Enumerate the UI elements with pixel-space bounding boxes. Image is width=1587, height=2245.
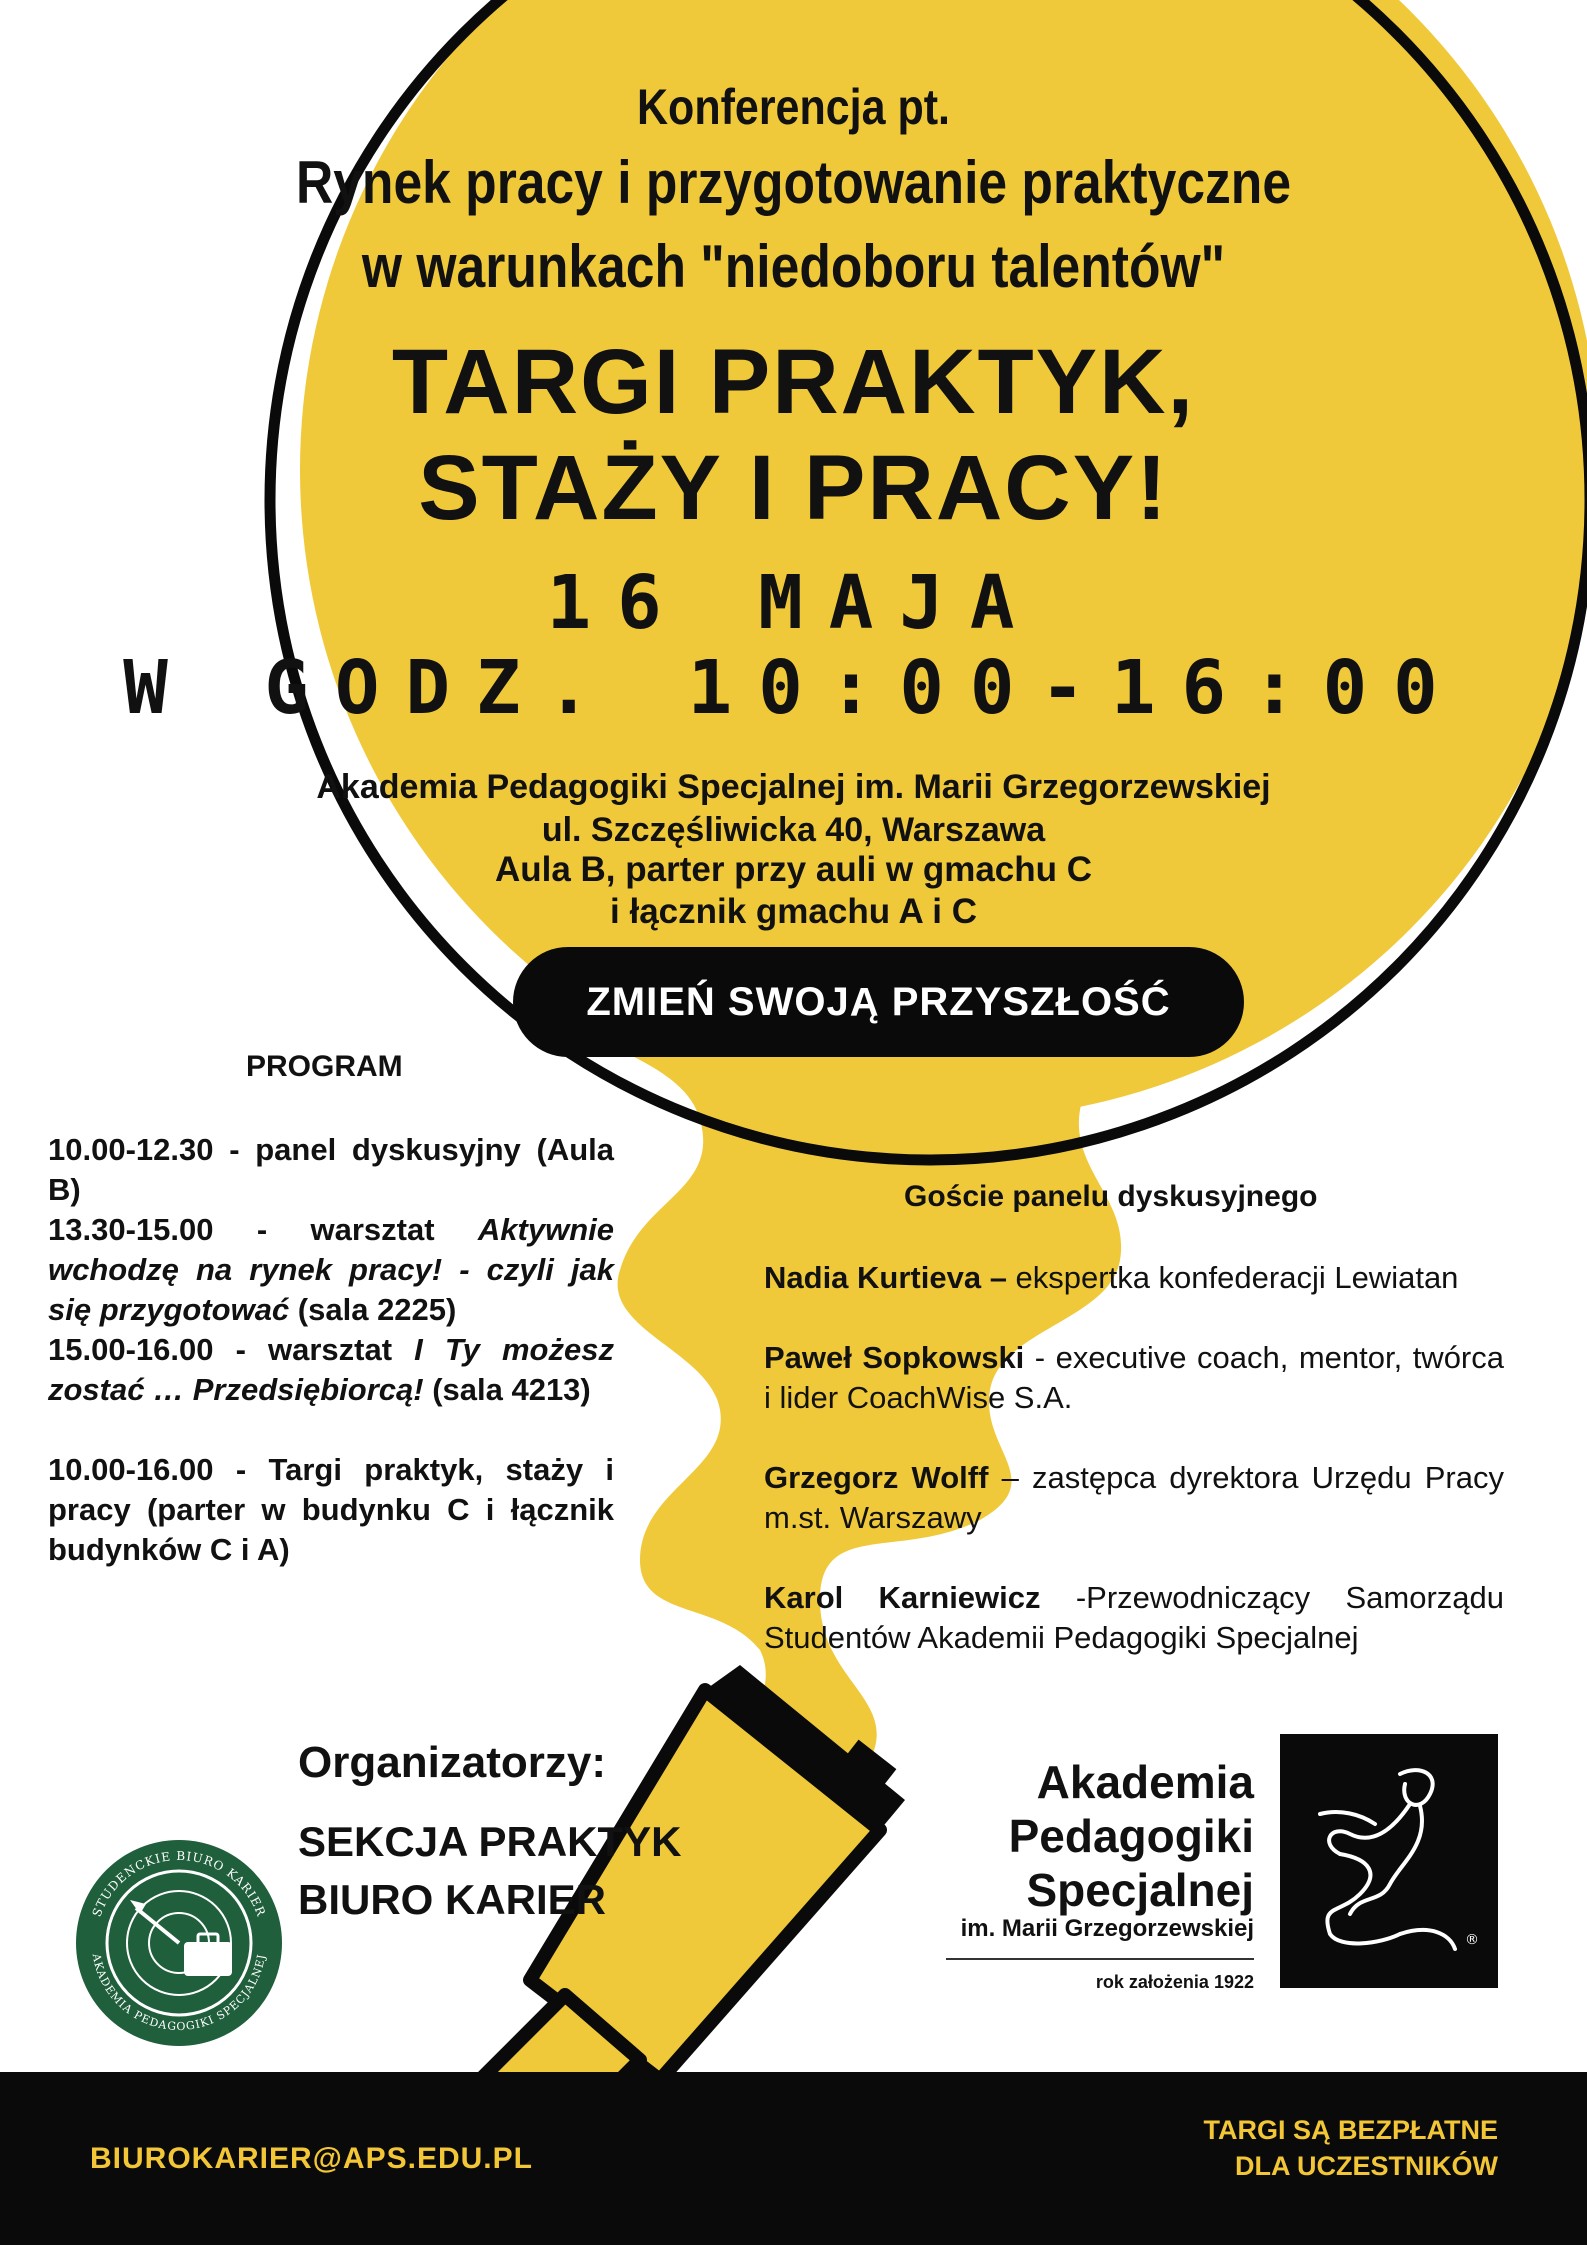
registered-mark: ®: [1465, 1932, 1479, 1948]
guest-name: Nadia Kurtieva –: [764, 1260, 1007, 1295]
guest-name: Grzegorz Wolff: [764, 1460, 989, 1495]
program-item: [48, 1330, 614, 1410]
guest-desc: – zastępca dyrektora Urzędu Pracy m.st. Warszawy: [764, 1460, 1504, 1535]
aps-name-line2: Pedagogiki: [1008, 1810, 1254, 1862]
contact-email-link[interactable]: BIUROKARIER@APS.EDU.PL: [90, 2142, 533, 2175]
program-time: 10.00-16.00: [48, 1452, 214, 1487]
fair-title-line1: TARGI PRAKTYK,: [391, 331, 1196, 433]
seal-bottom-text: AKADEMIA PEDAGOGIKI SPECJALNEJ: [89, 1952, 269, 2034]
venue-room: Aula B, parter przy auli w gmachu C: [494, 850, 1093, 889]
venue-address: ul. Szczęśliwicka 40, Warszawa: [541, 811, 1046, 849]
venue-room-connector: i łącznik gmachu A i C: [610, 892, 977, 931]
aps-emblem-logo: [1280, 1734, 1498, 1988]
program-time: 10.00-12.30: [48, 1132, 214, 1167]
organizers-title: Organizatorzy:: [298, 1738, 607, 1787]
free-entry-note-line1: TARGI SĄ BEZPŁATNE: [1203, 2115, 1498, 2145]
event-date: 16 MAJA: [546, 560, 1041, 646]
conference-title-line2: w warunkach "niedoboru talentów": [361, 233, 1226, 300]
guest-desc: - executive coach, mentor, twórca i lider CoachWise S.A.: [764, 1340, 1504, 1415]
program-room: (sala 2225): [289, 1292, 457, 1327]
program-text: - warsztat: [213, 1332, 415, 1367]
organizer-2: BIURO KARIER: [298, 1876, 607, 1923]
program-list: [48, 1130, 614, 1570]
guest-name: Karol Karniewicz: [764, 1580, 1041, 1615]
program-text: - panel dyskusyjny (Aula B): [48, 1132, 614, 1207]
venue-institution: Akademia Pedagogiki Specjalnej im. Marii Grzegorzewskiej: [316, 768, 1271, 806]
organizer-1: SEKCJA PRAKTYK: [298, 1818, 682, 1865]
program-text: - warsztat: [213, 1212, 478, 1247]
guest-desc: ekspertka konfederacji Lewiatan: [1006, 1260, 1459, 1295]
guest-item: [764, 1578, 1504, 1658]
conference-title-line1: Rynek pracy i przygotowanie praktyczne: [295, 149, 1292, 216]
aps-divider: [946, 1958, 1254, 1960]
guest-item: [764, 1258, 1504, 1298]
aps-patron: im. Marii Grzegorzewskiej: [960, 1915, 1254, 1942]
aps-name-line3: Specjalnej: [1026, 1864, 1254, 1916]
guest-name: Paweł Sopkowski: [764, 1340, 1025, 1375]
seal-top-text: STUDENCKIE BIURO KARIER: [89, 1848, 269, 1919]
free-entry-note-line2: DLA UCZESTNIKÓW: [1235, 2151, 1498, 2181]
workshop-title: I Ty możesz zostać … Przedsiębiorcą!: [48, 1332, 614, 1407]
fair-title-line2: STAŻY I PRACY!: [418, 437, 1169, 539]
program-item: [48, 1210, 614, 1330]
program-item: [48, 1450, 614, 1570]
cta-label: ZMIEŃ SWOJĄ PRZYSZŁOŚĆ: [586, 979, 1171, 1024]
aps-name-line1: Akademia: [1036, 1756, 1254, 1808]
aps-founding-year: rok założenia 1922: [1095, 1972, 1254, 1992]
conference-label: Konferencja pt.: [636, 79, 950, 135]
guests-title: Goście panelu dyskusyjnego: [904, 1180, 1318, 1213]
event-hours: W GODZ. 10:00-16:00: [123, 645, 1464, 731]
guest-item: [764, 1338, 1504, 1418]
guests-list: [764, 1258, 1504, 1698]
program-room: (sala 4213): [423, 1372, 591, 1407]
career-office-seal-logo: [74, 1838, 284, 2048]
program-title: PROGRAM: [246, 1050, 403, 1083]
workshop-title: Aktywnie wchodzę na rynek pracy! - czyli jak się przygotować: [48, 1212, 614, 1327]
program-time: 15.00-16.00: [48, 1332, 214, 1367]
program-text: - Targi praktyk, staży i pracy (parter w budynku C i łącznik budynków C i A): [48, 1452, 614, 1567]
program-item: [48, 1130, 614, 1210]
guest-item: [764, 1458, 1504, 1538]
cta-banner: [513, 947, 1244, 1057]
program-time: 13.30-15.00: [48, 1212, 214, 1247]
guest-desc: -Przewodniczący Samorządu Studentów Akademii Pedagogiki Specjalnej: [764, 1580, 1504, 1655]
